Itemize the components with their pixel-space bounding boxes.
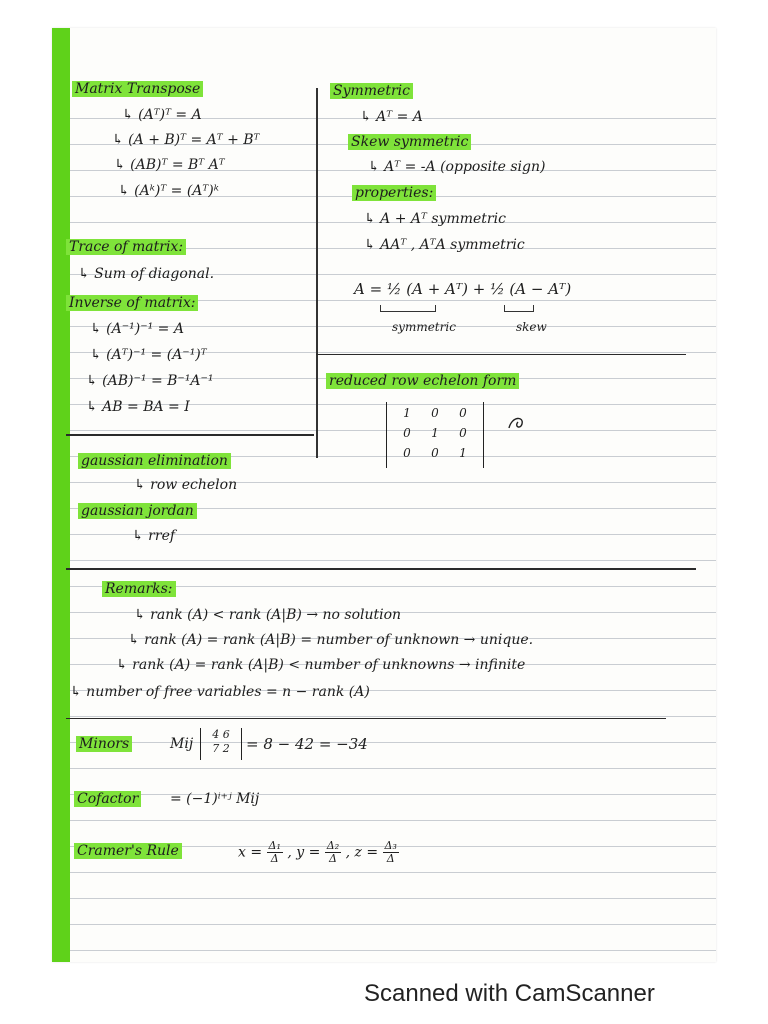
cramers-rule-heading: Cramer's Rule <box>74 842 182 860</box>
symmetric-brace <box>380 305 436 312</box>
matrix-row: 0 1 0 <box>403 426 467 440</box>
x-label: x = <box>238 844 263 861</box>
skew-brace <box>504 305 534 312</box>
gaussian-jordan-heading: gaussian jordan <box>78 502 197 520</box>
skew-symmetric-heading: Skew symmetric <box>348 133 471 151</box>
section-divider <box>66 718 666 719</box>
symmetric-rule: ↳ Aᵀ = A <box>360 109 423 125</box>
skew-label: skew <box>516 320 547 334</box>
scanner-watermark: Scanned with CamScanner <box>364 980 655 1007</box>
y-fraction: $\frac{\text{Δ₂}}{\Delta}$ <box>326 839 340 865</box>
det-row-top: 4 6 <box>212 728 230 741</box>
cofactor-heading: Cofactor <box>74 790 141 808</box>
transpose-rule-1: ↳ (Aᵀ)ᵀ = A <box>122 107 202 123</box>
minors-result: = 8 − 42 = −34 <box>246 735 368 753</box>
z-label: , z = <box>345 844 379 861</box>
symmetric-decomposition: A = ½ (A + Aᵀ) + ½ (A − Aᵀ) <box>354 280 572 298</box>
remarks-heading: Remarks: <box>102 580 176 598</box>
transpose-rule-3: ↳ (AB)ᵀ = Bᵀ Aᵀ <box>114 157 225 173</box>
column-divider <box>316 88 318 458</box>
symmetric-label: symmetric <box>392 320 456 334</box>
identity-matrix <box>386 402 484 468</box>
minors-mij: Mij <box>170 736 194 752</box>
inverse-rule-1: ↳ (A⁻¹)⁻¹ = A <box>90 321 184 337</box>
determinant <box>200 728 242 760</box>
inverse-heading: Inverse of matrix: <box>66 294 198 312</box>
properties-rule-1: ↳ A + Aᵀ symmetric <box>364 211 506 227</box>
z-fraction: $\frac{\text{Δ₃}}{\Delta}$ <box>384 839 397 865</box>
remark-line-1: ↳ rank (A) < rank (A|B) → no solution <box>134 607 402 623</box>
curl-mark-icon <box>506 412 530 434</box>
remark-line-3: ↳ rank (A) = rank (A|B) < number of unknowns → infinite <box>116 657 526 673</box>
properties-rule-2: ↳ AAᵀ , AᵀA symmetric <box>364 237 525 253</box>
matrix-row: 1 0 0 <box>403 406 467 420</box>
gaussian-elimination-rule: ↳ row echelon <box>134 477 238 493</box>
inverse-rule-4: ↳ AB = BA = I <box>86 399 190 415</box>
trace-heading: Trace of matrix: <box>66 238 186 256</box>
y-label: , y = <box>287 844 321 861</box>
minors-heading: Minors <box>76 735 132 753</box>
symmetric-heading: Symmetric <box>330 82 413 100</box>
right-divider <box>316 354 686 355</box>
matrix-row: 0 0 1 <box>403 446 467 460</box>
remark-line-4: ↳ number of free variables = n − rank (A) <box>70 684 370 700</box>
cofactor-formula: = (−1)ⁱ⁺ʲ Mij <box>170 791 260 807</box>
rref-heading: reduced row echelon form <box>326 372 519 390</box>
section-divider <box>66 568 696 570</box>
gaussian-jordan-rule: ↳ rref <box>132 528 176 544</box>
inverse-rule-3: ↳ (AB)⁻¹ = B⁻¹A⁻¹ <box>86 373 214 389</box>
inverse-rule-2: ↳ (Aᵀ)⁻¹ = (A⁻¹)ᵀ <box>90 347 207 363</box>
cramers-formula <box>238 840 399 865</box>
skew-symmetric-rule: ↳ Aᵀ = -A (opposite sign) <box>368 159 546 175</box>
gaussian-elimination-heading: gaussian elimination <box>78 452 231 470</box>
margin-highlight-bar <box>52 28 70 962</box>
properties-heading: properties: <box>352 184 436 202</box>
notebook-page <box>52 28 716 962</box>
section-divider <box>66 434 314 436</box>
transpose-rule-4: ↳ (Aᵏ)ᵀ = (Aᵀ)ᵏ <box>118 183 219 199</box>
x-fraction: $\frac{\text{Δ₁}}{\Delta}$ <box>268 839 281 865</box>
remark-line-2: ↳ rank (A) = rank (A|B) = number of unknown → unique. <box>128 632 534 648</box>
trace-rule: ↳ Sum of diagonal. <box>78 266 215 282</box>
transpose-heading: Matrix Transpose <box>72 80 203 98</box>
det-row-bottom: 7 2 <box>212 742 230 755</box>
transpose-rule-2: ↳ (A + B)ᵀ = Aᵀ + Bᵀ <box>112 132 260 148</box>
